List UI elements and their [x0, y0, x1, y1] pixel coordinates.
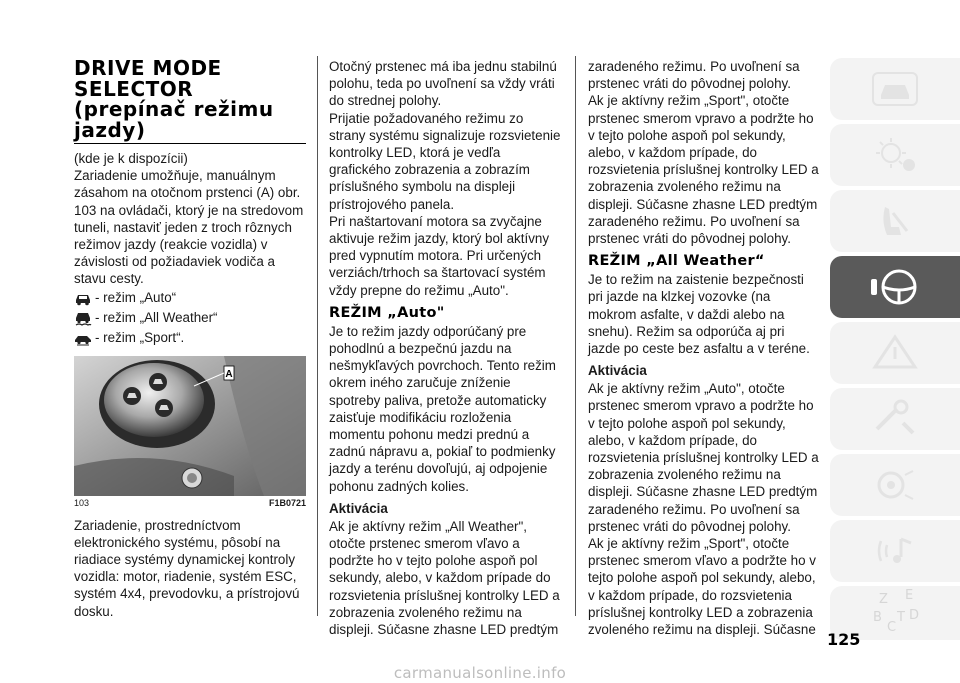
- subtitle: (kde je k dispozícii): [74, 151, 188, 166]
- tab-warning-lights[interactable]: [830, 124, 960, 186]
- mode-all-weather-label: - režim „All Weather“: [95, 310, 218, 326]
- steering-wheel-icon: [865, 265, 925, 309]
- mode-auto-label: - režim „Auto“: [95, 290, 177, 306]
- heading-all-weather-mode: REŽIM „All Weather“: [588, 253, 765, 270]
- car-auto-icon: [74, 290, 92, 306]
- mode-sport-row: [74, 328, 306, 348]
- column-left: [74, 58, 306, 620]
- heading-activation: Aktivácia: [329, 500, 388, 516]
- tab-seat-safety[interactable]: [830, 190, 960, 252]
- seat-safety-icon: [867, 201, 923, 241]
- emergency-triangle-icon: [867, 333, 923, 373]
- tab-multimedia[interactable]: [830, 520, 960, 582]
- index-letter: E: [905, 589, 914, 603]
- paragraph: Prijatie požadovaného režimu zo strany systému signalizuje rozsvietenie kontrolky LED, ktorá je vedľa grafického zobrazenia a zobrazím príslušného symbolu na displeji prístrojového panela.: [329, 110, 561, 212]
- paragraph: Ak je aktívny režim „Sport", otočte prstenec smerom vpravo a podržte ho v tejto polohe aspoň pol sekundy, alebo, v každom prípade, do rozsvietenia príslušnej kontrolky LED a zobrazenia zvoleného režimu na displeji. Súčasne zhasne LED predtým zaradeného režimu. Po uvoľnení sa prstenec vráti do pôvodnej polohy.: [588, 93, 819, 247]
- car-sport-icon: [74, 330, 92, 346]
- tab-technical-data[interactable]: [830, 454, 960, 516]
- index-letter: B: [873, 610, 882, 625]
- heading-auto-mode: REŽIM „Auto": [329, 304, 445, 321]
- paragraph: Pri naštartovaní motora sa zvyčajne aktivuje režim jazdy, ktorý bol aktívny pred vypnutím motora. Pri určených verziách/trhoch sa štartovací systém vždy prepne do režimu „Auto".: [329, 213, 550, 298]
- column-divider: [317, 56, 318, 616]
- intro-paragraph: Zariadenie umožňuje, manuálnym zásahom na otočnom prstenci (A) obr. 103 na ovládači, ktorý je na stredovom tuneli, nastaviť jeden z troch rôznych režimov jazdy (reakcie vozidla) v závislosti od požiadaviek vodiča a stavu cesty.: [74, 168, 304, 287]
- heading-activation: Aktivácia: [588, 363, 647, 379]
- column-right: [588, 58, 820, 638]
- figure-code: F1B0721: [268, 497, 306, 508]
- paragraph: Je to režim na zaistenie bezpečnosti pri jazde na klzkej vozovke (na mokrom asfalte, v daždi alebo na snehu). Režim sa odporúča aj pri jazde po ceste bez asfaltu a v teréne.: [588, 272, 810, 357]
- tab-emergency[interactable]: [830, 322, 960, 384]
- paragraph: Otočný prstenec má iba jednu stabilnú polohu, teda po uvoľnení sa vždy vráti do strednej polohy.: [329, 59, 557, 109]
- paragraph: Je to režim jazdy odporúčaný pre pohodlnú a bezpečnú jazdu na nešmykľavých povrchoch. Tento režim okrem iného zaručuje zníženie spotreby paliva, pretože automaticky zaisťuje modifikáciu rozloženia momentu pohonu medzi prednú a zadnú nápravu a, pokiaľ to podmienky jazdy a terénu dovoľujú, aj odpojenie pohonu zadných kolies.: [329, 323, 556, 494]
- paragraph: zaradeného režimu. Po uvoľnení sa prstenec vráti do pôvodnej polohy.: [588, 59, 800, 92]
- column-middle: [329, 58, 561, 638]
- paragraph: Ak je aktívny režim „Auto", otočte prstenec smerom vpravo a podržte ho v tejto polohe aspoň pol sekundy, alebo, v každom prípade, do rozsvietenia príslušnej kontrolky LED a zobrazenia zvoleného režimu na displeji. Súčasne zhasne LED predtým zaradeného režimu. Po uvoľnení sa prstenec vráti do pôvodnej polohy.: [588, 381, 819, 534]
- mode-sport-label: - režim „Sport“.: [95, 330, 185, 346]
- figure-number: 103: [74, 497, 90, 508]
- mode-all-weather-row: [74, 308, 306, 328]
- figure-label-a: A: [225, 368, 233, 380]
- watermark-text: carmanualsonline.info: [393, 664, 567, 682]
- maintenance-icon: [867, 399, 923, 439]
- warning-lights-icon: [867, 135, 923, 175]
- multimedia-icon: [867, 531, 923, 571]
- paragraph: Ak je aktívny režim „All Weather", otočte prstenec smerom vľavo a podržte ho v tejto polohe aspoň pol sekundy, alebo, v každom prípade do rozsvietenia príslušnej kontrolky LED a zobrazenia zvoleného režimu na displeji. Súčasne zhasne LED predtým: [329, 518, 560, 638]
- index-letter: Z: [879, 592, 888, 607]
- car-dashboard-icon: [867, 69, 923, 109]
- index-letter: C: [887, 620, 897, 635]
- index-letter: T: [897, 610, 905, 625]
- mode-auto-row: [74, 288, 306, 308]
- column-divider: [575, 56, 576, 616]
- figure-drive-mode-knob: [74, 356, 306, 496]
- figure-caption: [74, 497, 306, 509]
- technical-data-icon: [867, 465, 923, 505]
- tab-maintenance[interactable]: [830, 388, 960, 450]
- page-number: 125: [827, 630, 861, 649]
- knob-photo: [74, 356, 306, 496]
- tab-dashboard[interactable]: [830, 58, 960, 120]
- car-all-weather-icon: [74, 310, 92, 326]
- index-icon: [865, 589, 925, 637]
- paragraph: Ak je aktívny režim „Sport", otočte prstenec smerom vľavo a podržte ho v tejto polohe aspoň pol sekundy, alebo, v každom prípade, do rozsvietenia príslušnej kontrolky LED a zobrazenia zvoleného režimu na displeji. Súčasne: [588, 536, 816, 638]
- tab-starting-driving[interactable]: [830, 256, 960, 318]
- index-letter: D: [909, 608, 920, 623]
- after-figure-paragraph: Zariadenie, prostredníctvom elektronického systému, pôsobí na riadiace systémy dynamickej kontroly vozidla: motor, riadenie, systém ESC, systém 4x4, prevodovku, a prístrojovú dosku.: [74, 517, 300, 619]
- section-title: DRIVE MODE SELECTOR (prepínač režimu jazdy): [74, 58, 306, 144]
